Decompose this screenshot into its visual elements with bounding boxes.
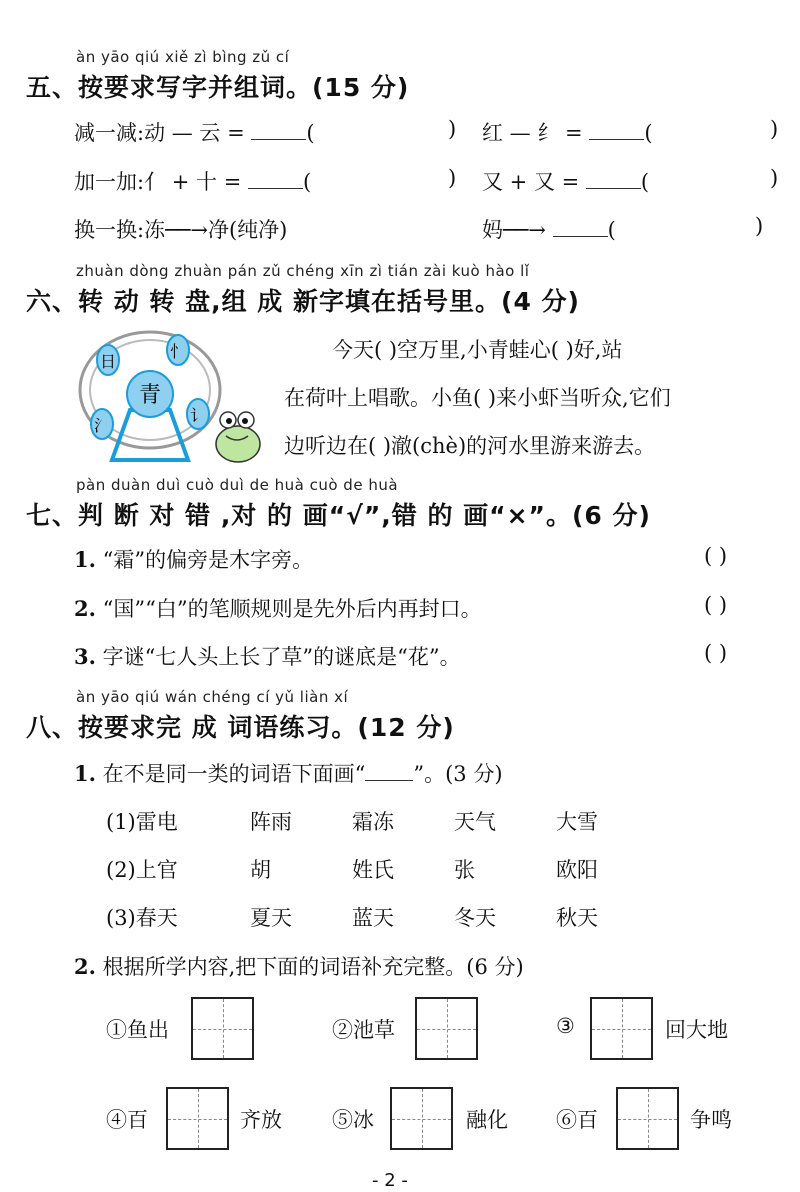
- underline-sample: [365, 762, 413, 781]
- s6-para-line2: 在荷叶上唱歌。小鱼( )来小虾当听众,它们: [284, 386, 671, 410]
- character-grid[interactable]: [415, 997, 478, 1060]
- wheel-center: 青: [138, 383, 162, 408]
- lparen: (: [640, 170, 650, 194]
- wheel-top-right: 忄: [169, 342, 187, 361]
- word[interactable]: 霜冻: [352, 810, 394, 834]
- blank[interactable]: [589, 121, 644, 140]
- s7-title: 七、判 断 对 错 ,对 的 画“√”,错 的 画“×”。(6 分): [26, 501, 651, 530]
- character-grid[interactable]: [390, 1087, 453, 1150]
- s5-row3-right: [482, 214, 616, 244]
- lparen: (: [644, 121, 653, 145]
- s8-q2: [74, 951, 524, 981]
- s6-pinyin: zhuàn dòng zhuàn pán zǔ chéng xīn zì tián zài kuò hào lǐ: [76, 262, 530, 280]
- s7-item-1: [74, 544, 313, 574]
- s7-item-2: [74, 593, 482, 623]
- word[interactable]: 欧阳: [556, 858, 598, 882]
- word[interactable]: 姓氏: [352, 858, 394, 882]
- s5-r2a: 加一加:亻 + 十 =: [74, 170, 242, 194]
- word[interactable]: 张: [454, 858, 475, 882]
- item-number: 3.: [74, 644, 96, 669]
- s8-title: 八、按要求完 成 词语练习。(12 分): [26, 713, 455, 742]
- fill-label: ②池草: [332, 1018, 395, 1042]
- s5-row1-right: [482, 117, 653, 147]
- question-text-end: ”。(3 分): [413, 762, 503, 786]
- turntable-illustration: [70, 328, 270, 470]
- item-text: “霜”的偏旁是木字旁。: [102, 548, 314, 572]
- word[interactable]: 胡: [250, 858, 271, 882]
- s5-title: 五、按要求写字并组词。(15 分): [26, 73, 410, 102]
- word[interactable]: 冬天: [454, 906, 496, 930]
- word[interactable]: 夏天: [250, 906, 292, 930]
- s7-answer-1[interactable]: ( ): [704, 544, 728, 568]
- s5-r2b: 又 + 又 =: [482, 170, 580, 194]
- question-number: 1.: [74, 761, 96, 786]
- character-grid[interactable]: [590, 997, 653, 1060]
- character-grid[interactable]: [166, 1087, 229, 1150]
- s5-r3b: 妈──→: [482, 218, 546, 242]
- wheel-bottom-left: 氵: [93, 416, 111, 435]
- word[interactable]: (1)雷电: [106, 810, 178, 834]
- s7-pinyin: pàn duàn duì cuò duì de huà cuò de huà: [76, 476, 399, 494]
- question-text: 根据所学内容,把下面的词语补充完整。(6 分): [102, 955, 524, 979]
- word[interactable]: (2)上官: [106, 858, 178, 882]
- s5-row2-left: [74, 166, 311, 196]
- fill-label: ⑤冰: [332, 1108, 374, 1132]
- rparen: ): [448, 166, 457, 190]
- lparen: (: [306, 121, 315, 145]
- fill-label: 融化: [466, 1108, 508, 1132]
- s6-para-line1: 今天( )空万里,小青蛙心( )好,站: [332, 338, 623, 362]
- word[interactable]: (3)春天: [106, 906, 178, 930]
- lparen: (: [607, 218, 616, 242]
- word[interactable]: 秋天: [556, 906, 598, 930]
- wheel-bottom-right: 讠: [189, 406, 207, 425]
- fill-label: ⑥百: [556, 1108, 598, 1132]
- character-grid[interactable]: [616, 1087, 679, 1150]
- frog-icon: [216, 412, 260, 462]
- word[interactable]: 阵雨: [250, 810, 292, 834]
- word[interactable]: 大雪: [556, 810, 598, 834]
- item-number: 1.: [74, 547, 96, 572]
- s7-answer-3[interactable]: ( ): [704, 641, 728, 665]
- item-number: 2.: [74, 596, 96, 621]
- fill-label: ③: [556, 1014, 575, 1038]
- fill-label: 回大地: [665, 1018, 728, 1042]
- s5-row2-right: [482, 166, 649, 196]
- question-text: 在不是同一类的词语下面画“: [102, 762, 366, 786]
- s6-title: 六、转 动 转 盘,组 成 新字填在括号里。(4 分): [26, 287, 580, 316]
- lparen: (: [302, 170, 312, 194]
- blank[interactable]: [248, 170, 303, 189]
- s7-answer-2[interactable]: ( ): [704, 593, 728, 617]
- rparen: ): [770, 117, 779, 141]
- blank[interactable]: [586, 170, 641, 189]
- character-grid[interactable]: [191, 997, 254, 1060]
- s5-r1b: 红 — 纟 =: [482, 121, 583, 145]
- fill-label: ①鱼出: [106, 1018, 169, 1042]
- s5-r3a: 换一换:冻──→净(纯净): [74, 218, 288, 242]
- s5-r1a: 减一减:动 — 云 =: [74, 121, 245, 145]
- word[interactable]: 天气: [454, 810, 496, 834]
- s5-row1-left: [74, 117, 315, 147]
- page-number: - 2 -: [372, 1170, 408, 1191]
- blank[interactable]: [251, 121, 306, 140]
- rparen: ): [770, 166, 779, 190]
- item-text: “国”“白”的笔顺规则是先外后内再封口。: [102, 597, 482, 621]
- s8-q1: [74, 758, 503, 788]
- rparen: ): [755, 214, 764, 238]
- fill-label: 争鸣: [690, 1108, 732, 1132]
- s5-pinyin: àn yāo qiú xiě zì bìng zǔ cí: [76, 48, 290, 66]
- s6-para-line3: 边听边在( )澈(chè)的河水里游来游去。: [284, 434, 656, 458]
- question-number: 2.: [74, 954, 96, 979]
- fill-label: 齐放: [240, 1108, 282, 1132]
- word[interactable]: 蓝天: [352, 906, 394, 930]
- item-text: 字谜“七人头上长了草”的谜底是“花”。: [102, 645, 461, 669]
- fill-label: ④百: [106, 1108, 148, 1132]
- s8-pinyin: àn yāo qiú wán chéng cí yǔ liàn xí: [76, 688, 349, 706]
- rparen: ): [448, 117, 457, 141]
- blank[interactable]: [553, 218, 608, 237]
- wheel-top-left: 日: [99, 352, 117, 371]
- s7-item-3: [74, 641, 461, 671]
